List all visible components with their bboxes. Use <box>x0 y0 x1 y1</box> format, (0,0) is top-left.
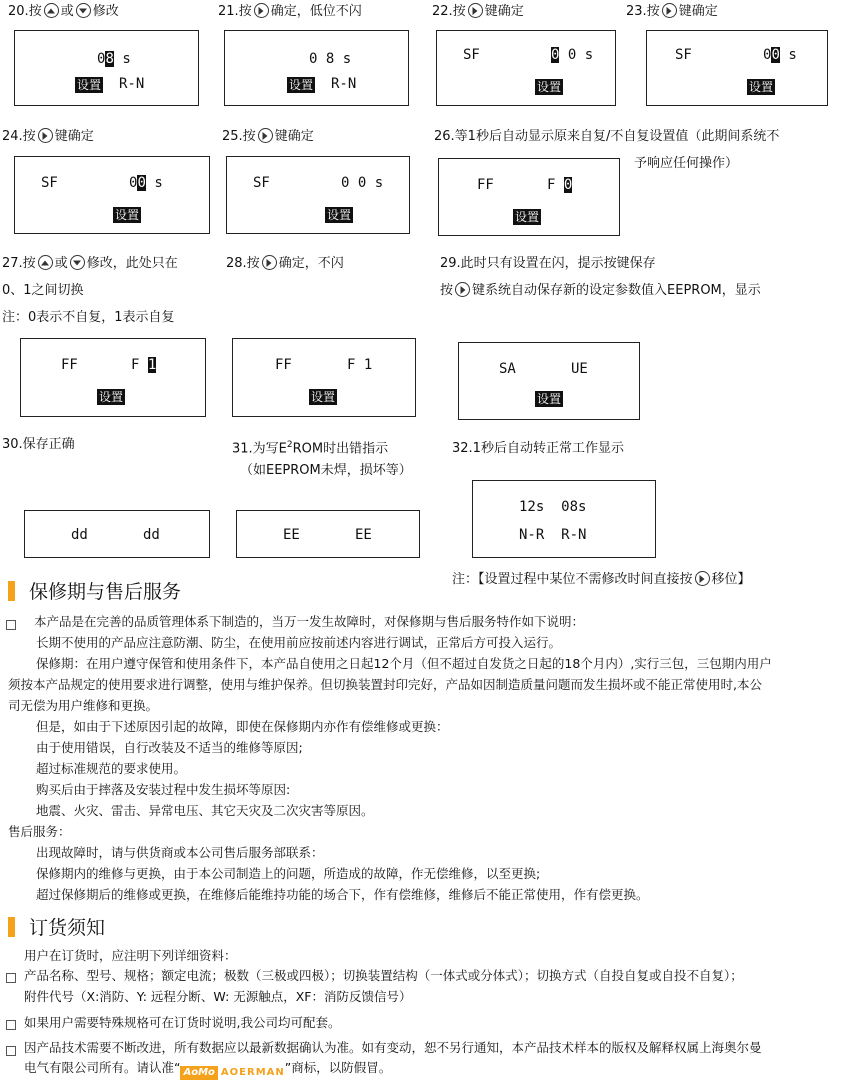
lcd-display-25 <box>226 156 410 234</box>
bullet-square-icon <box>6 973 16 983</box>
lcd-display-20 <box>14 30 199 106</box>
step-text: 28.按 <box>226 256 260 271</box>
step-28-caption <box>226 254 344 274</box>
right-key-icon <box>258 128 273 143</box>
lcd-setting-tag: 设置 <box>99 390 124 404</box>
lcd-display-28 <box>232 338 416 417</box>
warranty-heading <box>8 580 181 604</box>
bullet-square-icon <box>6 1046 16 1056</box>
lcd-display-22 <box>436 30 616 106</box>
step-text: 移位】 <box>711 572 751 587</box>
step-text: 或 <box>54 256 68 271</box>
lcd-setting-tag: 设置 <box>515 210 540 224</box>
right-key-icon <box>662 3 677 18</box>
bullet-square-icon <box>6 620 16 630</box>
step-31-caption-2: （如EEPROM未焊，损坏等） <box>240 463 412 478</box>
step-text: 确定，低位不闪 <box>270 4 362 19</box>
step-22-caption <box>432 2 524 22</box>
right-key-icon <box>695 571 710 586</box>
step-text: 键确定 <box>678 4 718 19</box>
warranty-line: 但是，如由于下述原因引起的故障，即使在保修期内亦作有偿维修或更换： <box>36 719 449 734</box>
lcd-value: 08 s <box>97 51 131 67</box>
warranty-line: 超过标准规范的要求使用。 <box>36 761 187 776</box>
lcd-value: 0 0 s <box>551 47 594 63</box>
step-27-caption <box>2 254 178 274</box>
lcd-value: F 1 <box>347 357 373 373</box>
right-key-icon <box>38 128 53 143</box>
step-26-caption: 26.等1秒后自动显示原来自复/不自复设置值（此期间系统不 <box>434 129 780 144</box>
lcd-value: 00 s <box>763 47 797 63</box>
lcd-setting-tag: 设置 <box>77 78 102 92</box>
lcd-row-2: N-R R-N <box>519 527 587 543</box>
lcd-setting-tag: 设置 <box>327 208 352 222</box>
step-text: 24.按 <box>2 129 36 144</box>
lcd-display-23 <box>646 30 828 106</box>
lcd-label: SF <box>463 47 480 63</box>
lcd-setting-tag: 设置 <box>289 78 314 92</box>
step-30-caption: 30.保存正确 <box>2 437 75 452</box>
lcd-display-32 <box>472 480 656 558</box>
lcd-value: 0 8 s <box>309 51 352 67</box>
lcd-value: UE <box>571 361 588 377</box>
warranty-line: 购买后由于摔落及安装过程中发生损坏等原因: <box>36 782 291 797</box>
lcd-label: SF <box>253 175 270 191</box>
lcd-value: 00 s <box>129 175 163 191</box>
order-text: 电气有限公司所有。请认准“ <box>24 1060 181 1075</box>
warranty-line: 保修期内的维修与更换，由于本公司制造上的问题，所造成的故障，作无偿维修，以至更换; <box>36 866 541 881</box>
lcd-display-24 <box>14 156 210 234</box>
right-key-icon <box>262 255 277 270</box>
lcd-label: FF <box>275 357 292 373</box>
section-marker <box>8 917 15 937</box>
order-heading <box>8 916 105 940</box>
superscript: 2 <box>286 440 293 450</box>
lcd-display-27 <box>20 338 206 417</box>
step-text: 键确定 <box>54 129 94 144</box>
logo-text: AOERMAN <box>220 1067 285 1078</box>
logo-mark: AoMo <box>180 1066 217 1080</box>
lcd-label: dd <box>71 527 88 543</box>
lcd-label: FF <box>61 357 78 373</box>
order-item: 附件代号（X:消防、Y: 远程分断、W: 无源触点，XF：消防反馈信号） <box>24 989 412 1004</box>
lcd-setting-tag: 设置 <box>537 392 562 406</box>
warranty-line: 出现故障时，请与供货商或本公司售后服务部联系： <box>36 845 324 860</box>
order-text: ”商标，以防假冒。 <box>284 1060 392 1075</box>
step-24-caption <box>2 127 94 147</box>
lcd-setting-tag: 设置 <box>115 208 140 222</box>
lcd-label: SF <box>41 175 58 191</box>
step-text: 修改，此处只在 <box>86 256 178 271</box>
lcd-value: 0 0 s <box>341 175 384 191</box>
warranty-line: 由于使用错误，自行改装及不适当的维修等原因; <box>36 740 303 755</box>
lcd-mode: R-N <box>331 76 357 92</box>
step-text: ROM时出错指示 <box>292 441 389 457</box>
lcd-display-26 <box>438 158 620 236</box>
lcd-setting-tag: 设置 <box>749 80 774 94</box>
step-text: 21.按 <box>218 4 252 19</box>
step-32-caption: 32.1秒后自动转正常工作显示 <box>452 441 624 456</box>
lcd-value: F 1 <box>131 357 157 373</box>
step-29-caption-2 <box>440 281 761 301</box>
down-key-icon <box>76 3 91 18</box>
section-title: 订货须知 <box>29 917 106 939</box>
warranty-line: 保修期：在用户遵守保管和使用条件下，本产品自使用之日起12个月（但不超过自发货之日起的18个月内）,实行三包，三包期内用户 <box>36 656 772 671</box>
warranty-line: 售后服务： <box>8 824 71 839</box>
step-text: 27.按 <box>2 256 36 271</box>
step-text: 注：【设置过程中某位不需修改时间直接按 <box>452 572 693 587</box>
step-text: 31.为写E <box>232 441 287 457</box>
step-text: 键确定 <box>274 129 314 144</box>
lcd-display-30 <box>24 510 210 558</box>
lcd-value: dd <box>143 527 160 543</box>
right-key-icon <box>468 3 483 18</box>
step-25-caption <box>222 127 314 147</box>
down-key-icon <box>70 255 85 270</box>
step-23-caption <box>626 2 718 22</box>
lcd-label: EE <box>283 527 300 543</box>
warranty-line: 司无偿为用户维修和更换。 <box>8 698 159 713</box>
lcd-display-31 <box>236 510 420 558</box>
step-text: 22.按 <box>432 4 466 19</box>
step-20-caption <box>8 2 119 22</box>
step-text: 20.按 <box>8 4 42 19</box>
step-29-caption: 29.此时只有设置在闪，提示按键保存 <box>440 256 656 271</box>
step-31-caption <box>232 435 388 459</box>
order-item: 产品名称、型号、规格；额定电流；极数（三极或四极）；切换装置结构（一体式或分体式）；切换方式（自投自复或自投不自复）； <box>24 968 743 983</box>
right-key-icon <box>254 3 269 18</box>
step-text: 或 <box>60 4 74 19</box>
lcd-mode: R-N <box>119 76 145 92</box>
lcd-display-29 <box>458 342 640 420</box>
lcd-label: SF <box>675 47 692 63</box>
lcd-label: SA <box>499 361 516 377</box>
order-item: 因产品技术需要不断改进，所有数据应以最新数据确认为准。如有变动，恕不另行通知，本产品技术样本的版权及解释权属上海奥尔曼 <box>24 1040 762 1055</box>
lcd-row-1: 12s 08s <box>519 499 587 515</box>
step-text: 25.按 <box>222 129 256 144</box>
step-text: 键确定 <box>484 4 524 19</box>
step-text: 修改 <box>92 4 119 19</box>
section-marker <box>8 581 15 601</box>
up-key-icon <box>38 255 53 270</box>
note-27: 注：0表示不自复，1表示自复 <box>2 310 175 325</box>
warranty-line: 地震、火灾、雷击、异常电压、其它天灾及二次灾害等原因。 <box>36 803 374 818</box>
up-key-icon <box>44 3 59 18</box>
order-intro: 用户在订货时，应注明下列详细资料： <box>24 948 237 963</box>
warranty-line: 须按本产品规定的使用要求进行调整，使用与维护保养。但切换装置封印完好，产品如因制造质量问题而发生损坏或不能正常使用时,本公 <box>8 677 762 692</box>
step-26-caption-2: 予响应任何操作） <box>634 156 739 171</box>
step-text: 确定，不闪 <box>278 256 344 271</box>
lcd-label: FF <box>477 177 494 193</box>
note-32 <box>452 570 751 590</box>
order-item: 如果用户需要特殊规格可在订货时说明,我公司均可配套。 <box>24 1015 341 1030</box>
lcd-setting-tag: 设置 <box>537 80 562 94</box>
warranty-line: 超过保修期后的维修或更换，在维修后能维持功能的场合下，作有偿维修，维修后不能正常使用，作有偿更换。 <box>36 887 649 902</box>
section-title: 保修期与售后服务 <box>29 581 182 603</box>
step-21-caption <box>218 2 362 22</box>
bullet-square-icon <box>6 1020 16 1030</box>
lcd-value: F 0 <box>547 177 573 193</box>
step-27-caption-2: 0、1之间切换 <box>2 283 84 298</box>
step-text: 按 <box>440 283 454 298</box>
lcd-value: EE <box>355 527 372 543</box>
lcd-display-21 <box>224 30 409 106</box>
step-text: 23.按 <box>626 4 660 19</box>
right-key-icon <box>455 282 470 297</box>
brand-logo <box>180 1061 284 1084</box>
warranty-line: 长期不使用的产品应注意防潮、防尘，在使用前应按前述内容进行调试，正常后方可投入运行。 <box>36 635 562 650</box>
step-text: 键系统自动保存新的设定参数值入EEPROM，显示 <box>472 283 761 298</box>
warranty-line: 本产品是在完善的品质管理体系下制造的，当万一发生故障时，对保修期与售后服务特作如下说明： <box>34 614 585 629</box>
lcd-setting-tag: 设置 <box>311 390 336 404</box>
